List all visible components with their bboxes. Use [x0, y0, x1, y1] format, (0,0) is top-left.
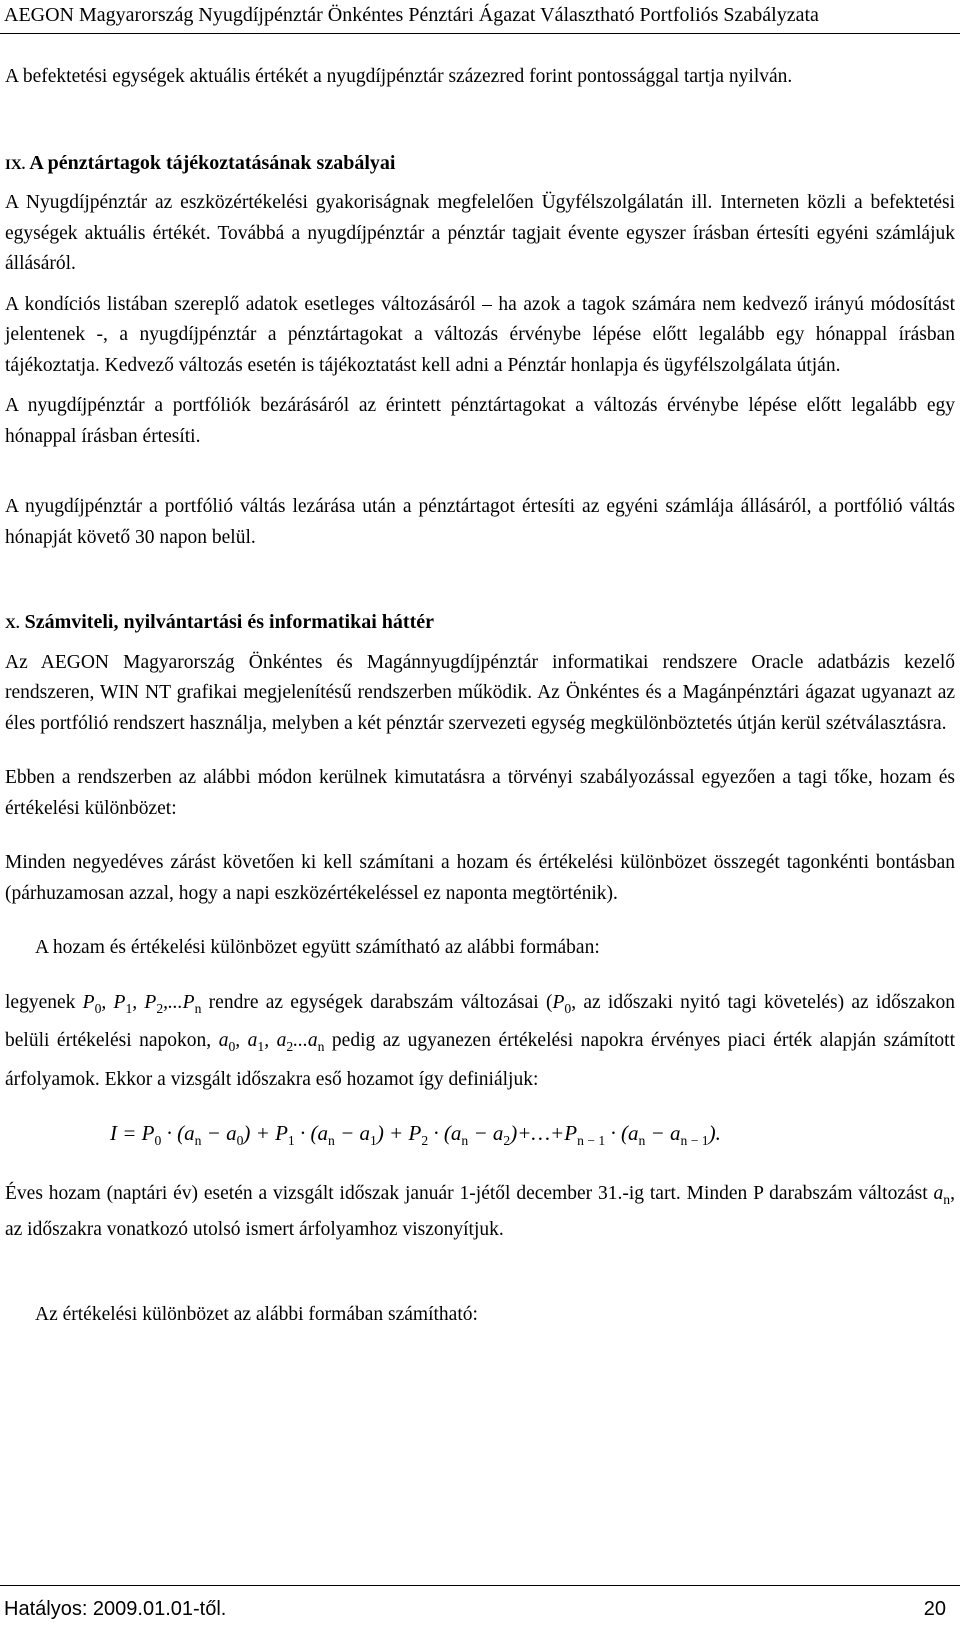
page-footer [0, 1585, 960, 1622]
page-number: 20 [923, 1598, 946, 1620]
section-heading-x [5, 607, 955, 640]
paragraph-valuation-difference: Az értékelési különbözet az alábbi formában számítható: [35, 1303, 478, 1325]
paragraph-it-system: Az AEGON Magyarország Önkéntes és Magánnyugdíjpénztár informatikai rendszere Oracle adatbázis kezelő rendszeren, WIN NT grafikai megjelenítésű rendszerben működik. Az Önkéntes és a Magánpénztári ágazat ugyanazt az éles portfólió rendszert használja, melyben a két pénztár szervezeti egység megkülönböztetés útján kerül szétválasztásra. [5, 651, 955, 734]
paragraph-quarterly: Minden negyedéves zárást követően ki kell számítani a hozam és értékelési különbözet összegét tagonkénti bontásban (párhuzamosan azzal, hogy a napi eszközértékeléssel ez naponta megtörténik). [5, 852, 955, 904]
section-title: Számviteli, nyilvántartási és informatikai háttér [24, 611, 434, 633]
paragraph-portfolio-switch: A nyugdíjpénztár a portfólió váltás lezárása után a pénztártagot értesíti az egyéni számlája állásáról, a portfólió váltás hónapját követő 30 napon belül. [5, 496, 955, 548]
yield-formula: $I = P_0 \cdot (a_n - a_0) + P_1 \cdot (a_n - a_1) + P_2 \cdot (a_n$ − $a_2)+\dots+P_{n - 1} \cdot (a_n - a_{n - 1})$. [110, 1121, 721, 1149]
paragraph-portfolio-closure: A nyugdíjpénztár a portfóliók bezárásáról az érintett pénztártagokat a változás érvénybe lépése előtt legalább egy hónappal írásban értesíti. [5, 395, 955, 447]
section-heading-ix [5, 148, 955, 181]
section-title: A pénztártagok tájékoztatásának szabályai [29, 151, 396, 174]
section-number: X. [5, 616, 20, 632]
effective-date: Hatályos: 2009.01.01-től. [4, 1598, 227, 1620]
document-body [5, 62, 955, 1330]
paragraph-information: A Nyugdíjpénztár az eszközértékelési gyakoriságnak megfelelően Ügyfélszolgálatán ill. Interneten közli a befektetési egységek aktuális értékét. Továbbá a nyugdíjpénztár a pénztár tagjait évente egyszer írásban értesíti egyéni számlájuk állásáról. [5, 192, 955, 274]
paragraph-definitions: legyenek $P_0$, $P_1$, $P_2,...P_n$ rendre az egységek darabszám változásai ($P_0$, az időszaki nyitó tagi követelés) az időszakon belüli értékelési napokon, $a_0$, $a_1$, $a_2...a_n$ pedig az ugyanezen értékelési napokra érvényes piaci érték alapján számított árfolyamok. Ekkor a vizsgált időszakra eső hozamot így definiáljuk: [5, 991, 955, 1091]
paragraph-system-records: Ebben a rendszerben az alábbi módon kerülnek kimutatásra a törvényi szabályozással egyezően a tagi tőke, hozam és értékelési különbözet: [5, 767, 955, 819]
paragraph-annual-yield: Éves hozam (naptári év) esetén a vizsgált időszak január 1-jétől december 31.-ig tart. Minden P darabszám változást $a_n$, az időszakra vonatkozó utolsó ismert árfolyamhoz viszonyítjuk. [5, 1182, 955, 1241]
units-sequence-formula: $P_0$, $P_1$, $P_2,...P_n$ [82, 991, 202, 1016]
header-title: AEGON Magyarország Nyugdíjpénztár Önkéntes Pénztári Ágazat Választható Portfoliós Szabályzata [4, 4, 819, 26]
paragraph-formula-intro: A hozam és értékelési különbözet együtt számítható az alábbi formában: [35, 937, 600, 958]
section-number: IX. [5, 156, 26, 173]
last-price-formula: $a_n$ [933, 1182, 951, 1207]
paragraph-units-value: A befektetési egységek aktuális értékét a nyugdíjpénztár százezred forint pontossággal tartja nyilván. [5, 66, 793, 87]
paragraph-conditions: A kondíciós listában szereplő adatok esetleges változásáról – ha azok a tagok számára nem kedvező irányú módosítást jelentenek -, a nyugdíjpénztár a pénztártagokat a változás érvénybe lépése előtt legalább egy hónappal írásban tájékoztatja. Kedvező változás esetén is tájékoztatást kell adni a Pénztár honlapja és ügyfélszolgálata útján. [5, 293, 955, 376]
header-divider [0, 33, 960, 34]
opening-units-formula: $P_0$ [552, 991, 572, 1016]
price-sequence-formula: $a_0$, $a_1$, $a_2...a_n$ [218, 1030, 325, 1055]
page-header [0, 0, 960, 30]
